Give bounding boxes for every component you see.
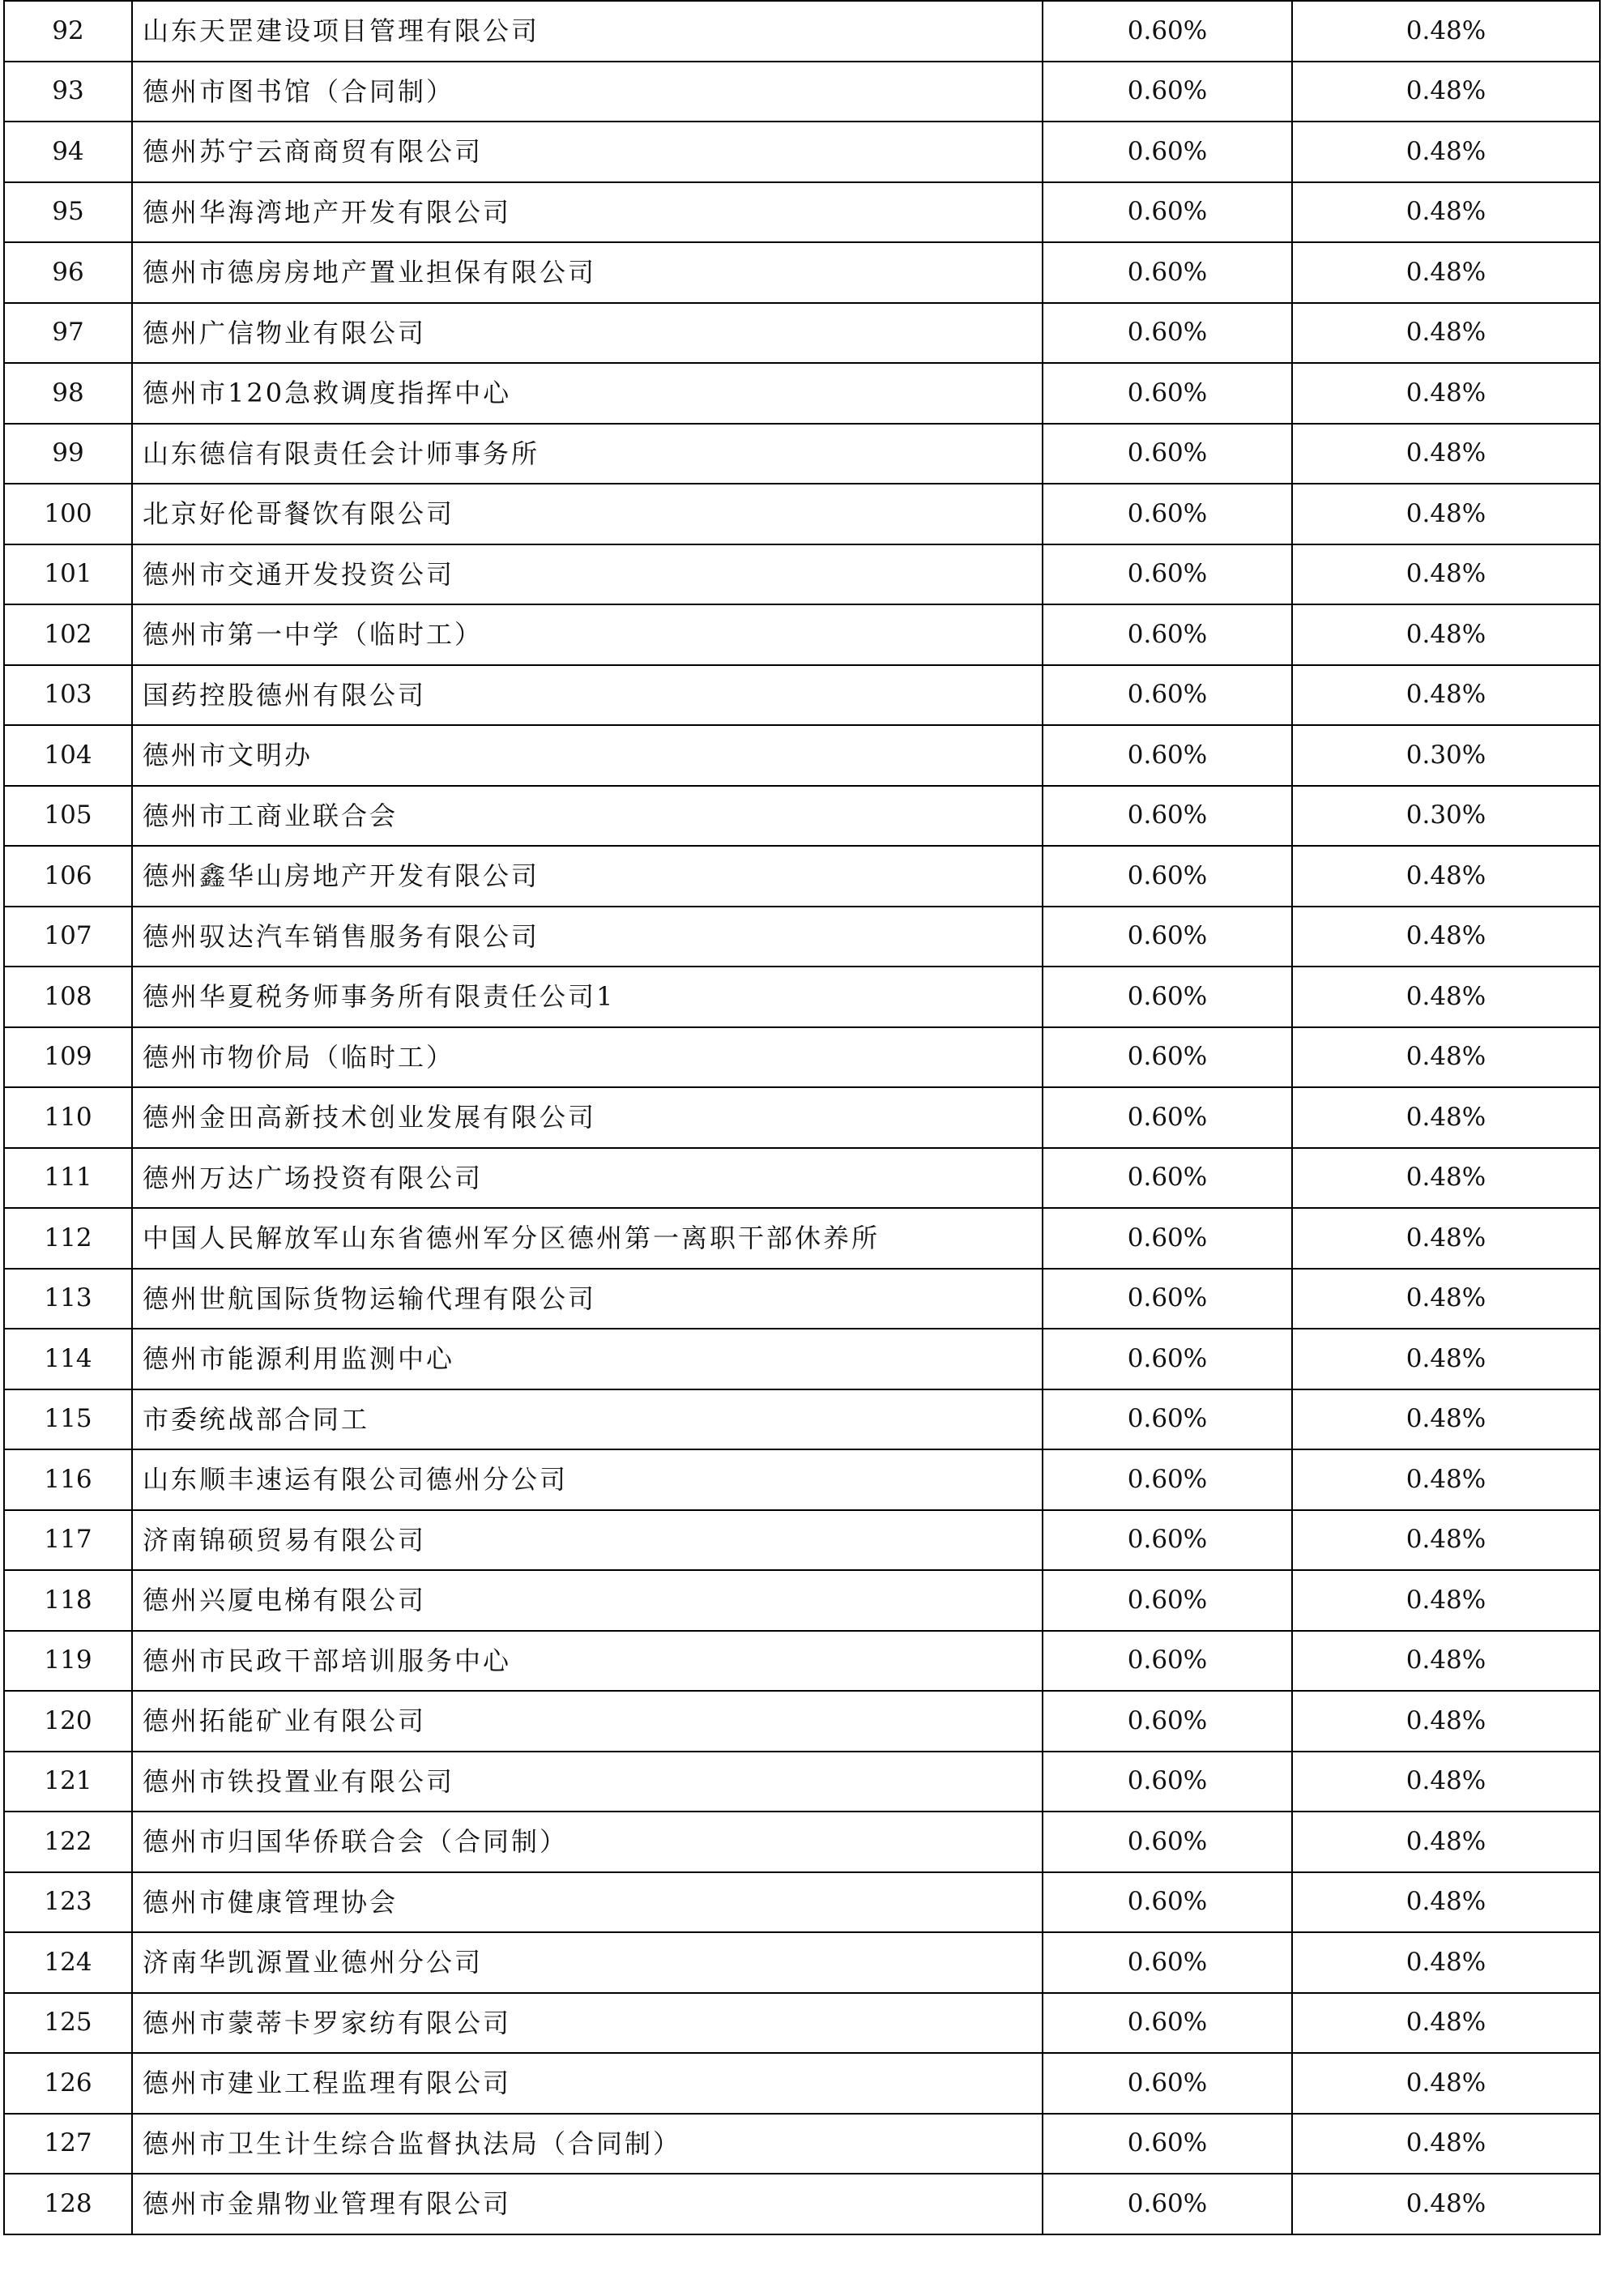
rate-b-cell: 0.48% [1292,1148,1600,1209]
table-row [4,1812,1600,1872]
rate-b-cell: 0.48% [1292,1752,1600,1812]
unit-name-cell: 山东德信有限责任会计师事务所 [132,424,1043,484]
row-number-cell: 120 [4,1691,132,1752]
row-number-cell: 118 [4,1570,132,1631]
rate-a-cell: 0.60% [1043,1872,1292,1933]
rate-a-cell: 0.60% [1043,1027,1292,1088]
unit-name-cell: 北京好伦哥餐饮有限公司 [132,484,1043,544]
row-number-cell: 101 [4,544,132,605]
row-number-cell: 116 [4,1449,132,1510]
row-number-cell: 127 [4,2114,132,2174]
rate-a-cell: 0.60% [1043,424,1292,484]
rate-b-cell: 0.48% [1292,1329,1600,1389]
unit-name-cell: 德州市卫生计生综合监督执法局（合同制） [132,2114,1043,2174]
rate-a-cell: 0.60% [1043,786,1292,847]
row-number-cell: 96 [4,242,132,303]
rate-a-cell: 0.60% [1043,1329,1292,1389]
row-number-cell: 111 [4,1148,132,1209]
row-number-cell: 97 [4,303,132,364]
rate-b-cell: 0.48% [1292,604,1600,665]
table-body [4,1,1600,2234]
rate-a-cell: 0.60% [1043,967,1292,1027]
rate-a-cell: 0.60% [1043,484,1292,544]
row-number-cell: 95 [4,182,132,243]
table-row [4,1872,1600,1933]
rate-a-cell: 0.60% [1043,665,1292,726]
unit-rate-table [3,0,1601,2235]
row-number-cell: 104 [4,725,132,786]
rate-b-cell: 0.48% [1292,544,1600,605]
rate-a-cell: 0.60% [1043,1510,1292,1571]
table-row [4,1208,1600,1269]
rate-a-cell: 0.60% [1043,1631,1292,1692]
rate-a-cell: 0.60% [1043,907,1292,967]
unit-name-cell: 德州市民政干部培训服务中心 [132,1631,1043,1692]
rate-b-cell: 0.48% [1292,303,1600,364]
row-number-cell: 123 [4,1872,132,1933]
table-row [4,484,1600,544]
unit-name-cell: 德州市健康管理协会 [132,1872,1043,1933]
row-number-cell: 126 [4,2053,132,2114]
row-number-cell: 107 [4,907,132,967]
table-row [4,1691,1600,1752]
row-number-cell: 102 [4,604,132,665]
rate-a-cell: 0.60% [1043,1,1292,62]
table-row [4,1027,1600,1088]
rate-b-cell: 0.48% [1292,182,1600,243]
rate-b-cell: 0.48% [1292,424,1600,484]
rate-a-cell: 0.60% [1043,122,1292,182]
unit-name-cell: 德州市第一中学（临时工） [132,604,1043,665]
table-row [4,242,1600,303]
rate-a-cell: 0.60% [1043,1691,1292,1752]
unit-name-cell: 德州市图书馆（合同制） [132,62,1043,122]
unit-name-cell: 德州市120急救调度指挥中心 [132,363,1043,424]
rate-b-cell: 0.48% [1292,1570,1600,1631]
table-row [4,1148,1600,1209]
unit-name-cell: 德州市铁投置业有限公司 [132,1752,1043,1812]
table-row [4,967,1600,1027]
unit-name-cell: 德州市德房房地产置业担保有限公司 [132,242,1043,303]
rate-a-cell: 0.60% [1043,2053,1292,2114]
rate-b-cell: 0.48% [1292,1027,1600,1088]
table-row [4,1269,1600,1329]
rate-a-cell: 0.60% [1043,1449,1292,1510]
row-number-cell: 92 [4,1,132,62]
unit-name-cell: 德州鑫华山房地产开发有限公司 [132,846,1043,907]
unit-name-cell: 国药控股德州有限公司 [132,665,1043,726]
table-row [4,1510,1600,1571]
unit-name-cell: 德州苏宁云商商贸有限公司 [132,122,1043,182]
rate-b-cell: 0.48% [1292,1208,1600,1269]
rate-b-cell: 0.48% [1292,1812,1600,1872]
rate-b-cell: 0.48% [1292,1872,1600,1933]
rate-b-cell: 0.48% [1292,1389,1600,1450]
table-row [4,424,1600,484]
unit-name-cell: 德州华海湾地产开发有限公司 [132,182,1043,243]
table-row [4,363,1600,424]
rate-b-cell: 0.48% [1292,1691,1600,1752]
unit-name-cell: 德州世航国际货物运输代理有限公司 [132,1269,1043,1329]
unit-name-cell: 德州驭达汽车销售服务有限公司 [132,907,1043,967]
rate-b-cell: 0.48% [1292,1932,1600,1993]
row-number-cell: 113 [4,1269,132,1329]
table-row [4,303,1600,364]
row-number-cell: 98 [4,363,132,424]
rate-b-cell: 0.48% [1292,1993,1600,2054]
rate-b-cell: 0.48% [1292,1449,1600,1510]
row-number-cell: 115 [4,1389,132,1450]
rate-a-cell: 0.60% [1043,2114,1292,2174]
unit-name-cell: 山东天罡建设项目管理有限公司 [132,1,1043,62]
rate-a-cell: 0.60% [1043,1087,1292,1148]
row-number-cell: 122 [4,1812,132,1872]
rate-a-cell: 0.60% [1043,1148,1292,1209]
rate-b-cell: 0.48% [1292,2053,1600,2114]
rate-b-cell: 0.48% [1292,967,1600,1027]
row-number-cell: 112 [4,1208,132,1269]
table-row [4,786,1600,847]
rate-a-cell: 0.60% [1043,2174,1292,2234]
table-row [4,1,1600,62]
unit-name-cell: 德州华夏税务师事务所有限责任公司1 [132,967,1043,1027]
row-number-cell: 114 [4,1329,132,1389]
row-number-cell: 105 [4,786,132,847]
table-row [4,604,1600,665]
unit-name-cell: 德州广信物业有限公司 [132,303,1043,364]
table-row [4,846,1600,907]
table-row [4,665,1600,726]
unit-name-cell: 德州拓能矿业有限公司 [132,1691,1043,1752]
rate-b-cell: 0.48% [1292,1269,1600,1329]
unit-name-cell: 德州市物价局（临时工） [132,1027,1043,1088]
rate-a-cell: 0.60% [1043,604,1292,665]
rate-b-cell: 0.48% [1292,242,1600,303]
rate-b-cell: 0.48% [1292,122,1600,182]
row-number-cell: 128 [4,2174,132,2234]
rate-b-cell: 0.30% [1292,725,1600,786]
unit-name-cell: 山东顺丰速运有限公司德州分公司 [132,1449,1043,1510]
row-number-cell: 106 [4,846,132,907]
rate-a-cell: 0.60% [1043,242,1292,303]
rate-a-cell: 0.60% [1043,1812,1292,1872]
rate-a-cell: 0.60% [1043,544,1292,605]
table-row [4,1932,1600,1993]
table-row [4,2053,1600,2114]
row-number-cell: 99 [4,424,132,484]
unit-name-cell: 德州万达广场投资有限公司 [132,1148,1043,1209]
unit-name-cell: 德州金田高新技术创业发展有限公司 [132,1087,1043,1148]
rate-b-cell: 0.48% [1292,1631,1600,1692]
row-number-cell: 100 [4,484,132,544]
rate-a-cell: 0.60% [1043,1752,1292,1812]
unit-name-cell: 德州市文明办 [132,725,1043,786]
rate-a-cell: 0.60% [1043,1932,1292,1993]
rate-a-cell: 0.60% [1043,1993,1292,2054]
rate-a-cell: 0.60% [1043,725,1292,786]
rate-b-cell: 0.48% [1292,2174,1600,2234]
unit-name-cell: 德州市建业工程监理有限公司 [132,2053,1043,2114]
rate-b-cell: 0.48% [1292,1,1600,62]
rate-a-cell: 0.60% [1043,846,1292,907]
row-number-cell: 124 [4,1932,132,1993]
rate-a-cell: 0.60% [1043,303,1292,364]
rate-a-cell: 0.60% [1043,1389,1292,1450]
table-row [4,1993,1600,2054]
table-row [4,1570,1600,1631]
unit-name-cell: 德州兴厦电梯有限公司 [132,1570,1043,1631]
rate-a-cell: 0.60% [1043,62,1292,122]
row-number-cell: 125 [4,1993,132,2054]
row-number-cell: 119 [4,1631,132,1692]
rate-b-cell: 0.48% [1292,665,1600,726]
table-row [4,544,1600,605]
rate-a-cell: 0.60% [1043,1269,1292,1329]
table-row [4,725,1600,786]
table-row [4,1087,1600,1148]
table-row [4,1631,1600,1692]
row-number-cell: 108 [4,967,132,1027]
table-row [4,1329,1600,1389]
row-number-cell: 109 [4,1027,132,1088]
table-row [4,62,1600,122]
unit-name-cell: 德州市工商业联合会 [132,786,1043,847]
row-number-cell: 94 [4,122,132,182]
row-number-cell: 117 [4,1510,132,1571]
row-number-cell: 110 [4,1087,132,1148]
rate-b-cell: 0.48% [1292,62,1600,122]
rate-b-cell: 0.48% [1292,846,1600,907]
unit-name-cell: 济南锦硕贸易有限公司 [132,1510,1043,1571]
rate-b-cell: 0.48% [1292,363,1600,424]
table-row [4,907,1600,967]
table-row [4,1449,1600,1510]
row-number-cell: 103 [4,665,132,726]
table-row [4,182,1600,243]
table-row [4,2174,1600,2234]
rate-a-cell: 0.60% [1043,182,1292,243]
unit-name-cell: 济南华凯源置业德州分公司 [132,1932,1043,1993]
rate-b-cell: 0.48% [1292,2114,1600,2174]
unit-name-cell: 中国人民解放军山东省德州军分区德州第一离职干部休养所 [132,1208,1043,1269]
rate-b-cell: 0.48% [1292,1087,1600,1148]
table-row [4,1752,1600,1812]
unit-name-cell: 德州市归国华侨联合会（合同制） [132,1812,1043,1872]
rate-a-cell: 0.60% [1043,1208,1292,1269]
unit-name-cell: 德州市交通开发投资公司 [132,544,1043,605]
row-number-cell: 93 [4,62,132,122]
unit-name-cell: 德州市金鼎物业管理有限公司 [132,2174,1043,2234]
rate-b-cell: 0.48% [1292,907,1600,967]
unit-name-cell: 德州市蒙蒂卡罗家纺有限公司 [132,1993,1043,2054]
rate-a-cell: 0.60% [1043,363,1292,424]
table-row [4,122,1600,182]
table-row [4,1389,1600,1450]
rate-b-cell: 0.48% [1292,484,1600,544]
rate-a-cell: 0.60% [1043,1570,1292,1631]
rate-b-cell: 0.48% [1292,1510,1600,1571]
rate-b-cell: 0.30% [1292,786,1600,847]
row-number-cell: 121 [4,1752,132,1812]
unit-name-cell: 市委统战部合同工 [132,1389,1043,1450]
unit-name-cell: 德州市能源利用监测中心 [132,1329,1043,1389]
table-row [4,2114,1600,2174]
